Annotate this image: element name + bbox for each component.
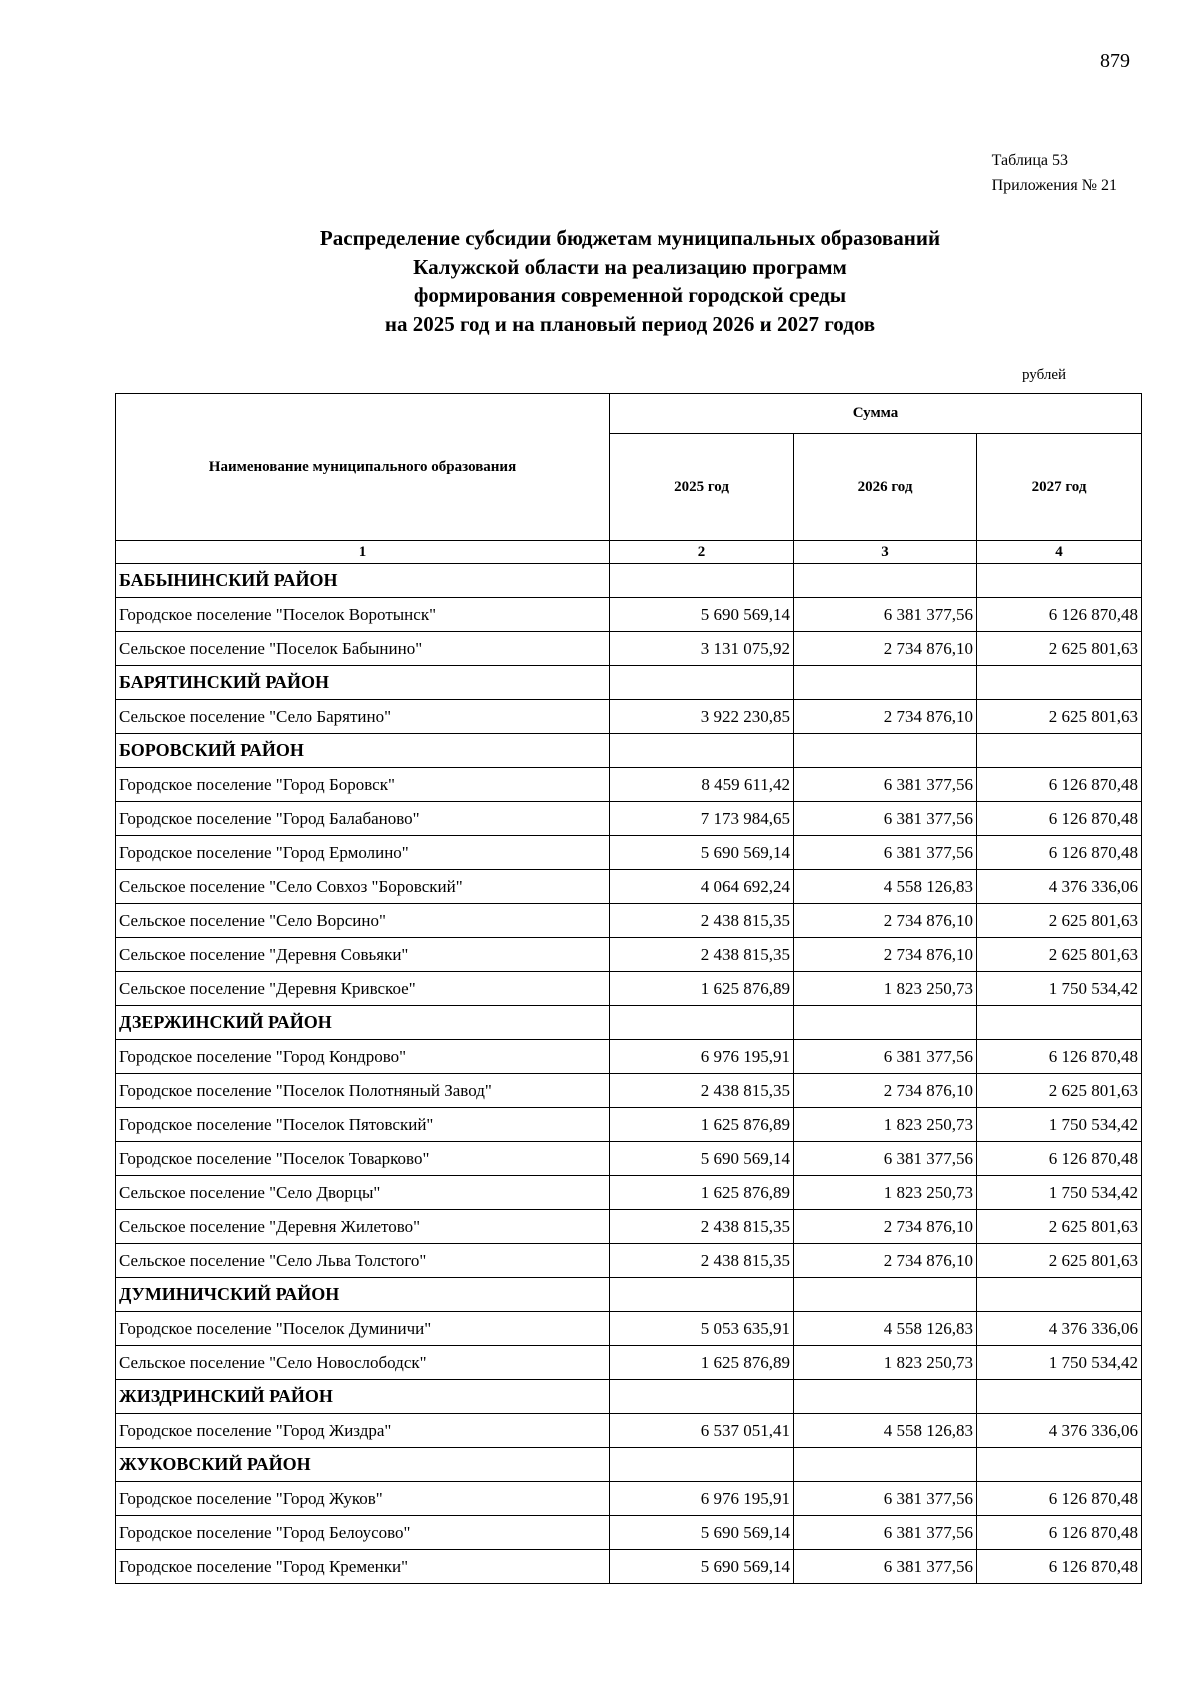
municipality-name: Сельское поселение "Село Льва Толстого" xyxy=(116,1244,610,1278)
subsidy-table xyxy=(115,393,1142,1584)
municipality-name: Сельское поселение "Поселок Бабынино" xyxy=(116,632,610,666)
amount-2026: 1 823 250,73 xyxy=(794,1176,977,1210)
header-year-2027: 2027 год xyxy=(977,434,1142,541)
empty-cell xyxy=(794,564,977,598)
header-year-2025: 2025 год xyxy=(610,434,794,541)
table-reference-line2: Приложения № 21 xyxy=(991,177,1117,194)
column-number: 2 xyxy=(610,541,794,564)
amount-2025: 2 438 815,35 xyxy=(610,938,794,972)
amount-2025: 5 690 569,14 xyxy=(610,598,794,632)
table-reference xyxy=(992,148,1117,198)
district-name: ДЗЕРЖИНСКИЙ РАЙОН xyxy=(116,1006,610,1040)
title-line4: на 2025 год и на плановый период 2026 и 2027 годов xyxy=(384,311,876,336)
empty-cell xyxy=(610,1278,794,1312)
amount-2025: 4 064 692,24 xyxy=(610,870,794,904)
municipality-name: Сельское поселение "Деревня Кривское" xyxy=(116,972,610,1006)
amount-2025: 2 438 815,35 xyxy=(610,904,794,938)
empty-cell xyxy=(610,1006,794,1040)
header-year-2026: 2026 год xyxy=(794,434,977,541)
district-row xyxy=(116,564,1142,598)
document-title xyxy=(0,224,1200,338)
table-row xyxy=(116,700,1142,734)
amount-2027: 6 126 870,48 xyxy=(977,836,1142,870)
empty-cell xyxy=(977,1006,1142,1040)
amount-2026: 2 734 876,10 xyxy=(794,1244,977,1278)
column-number: 3 xyxy=(794,541,977,564)
amount-2026: 6 381 377,56 xyxy=(794,1516,977,1550)
empty-cell xyxy=(610,1448,794,1482)
amount-2026: 2 734 876,10 xyxy=(794,632,977,666)
title-line2: Калужской области на реализацию программ xyxy=(413,254,847,279)
amount-2026: 1 823 250,73 xyxy=(794,972,977,1006)
amount-2026: 6 381 377,56 xyxy=(794,1482,977,1516)
amount-2025: 5 690 569,14 xyxy=(610,1516,794,1550)
amount-2026: 4 558 126,83 xyxy=(794,1312,977,1346)
district-row xyxy=(116,1006,1142,1040)
amount-2027: 2 625 801,63 xyxy=(977,632,1142,666)
table-row xyxy=(116,1482,1142,1516)
amount-2025: 2 438 815,35 xyxy=(610,1244,794,1278)
empty-cell xyxy=(977,1278,1142,1312)
column-number: 1 xyxy=(116,541,610,564)
amount-2026: 4 558 126,83 xyxy=(794,1414,977,1448)
header-name-column: Наименование муниципального образования xyxy=(116,394,610,541)
amount-2026: 2 734 876,10 xyxy=(794,904,977,938)
empty-cell xyxy=(610,734,794,768)
amount-2025: 5 690 569,14 xyxy=(610,1550,794,1584)
amount-2027: 6 126 870,48 xyxy=(977,1516,1142,1550)
municipality-name: Городское поселение "Город Ермолино" xyxy=(116,836,610,870)
amount-2027: 6 126 870,48 xyxy=(977,1482,1142,1516)
amount-2027: 4 376 336,06 xyxy=(977,870,1142,904)
table-row xyxy=(116,1176,1142,1210)
municipality-name: Городское поселение "Город Балабаново" xyxy=(116,802,610,836)
table-row xyxy=(116,904,1142,938)
amount-2026: 4 558 126,83 xyxy=(794,870,977,904)
municipality-name: Сельское поселение "Село Дворцы" xyxy=(116,1176,610,1210)
amount-2026: 6 381 377,56 xyxy=(794,1040,977,1074)
amount-2027: 4 376 336,06 xyxy=(977,1312,1142,1346)
amount-2026: 1 823 250,73 xyxy=(794,1346,977,1380)
amount-2025: 6 976 195,91 xyxy=(610,1040,794,1074)
amount-2027: 2 625 801,63 xyxy=(977,1210,1142,1244)
municipality-name: Сельское поселение "Деревня Жилетово" xyxy=(116,1210,610,1244)
table-row xyxy=(116,972,1142,1006)
district-name: ЖИЗДРИНСКИЙ РАЙОН xyxy=(116,1380,610,1414)
amount-2025: 2 438 815,35 xyxy=(610,1074,794,1108)
table-row xyxy=(116,1414,1142,1448)
district-name: ДУМИНИЧСКИЙ РАЙОН xyxy=(116,1278,610,1312)
table-row xyxy=(116,768,1142,802)
municipality-name: Городское поселение "Поселок Думиничи" xyxy=(116,1312,610,1346)
table-row xyxy=(116,598,1142,632)
municipality-name: Сельское поселение "Село Новослободск" xyxy=(116,1346,610,1380)
table-row xyxy=(116,836,1142,870)
empty-cell xyxy=(977,666,1142,700)
amount-2026: 2 734 876,10 xyxy=(794,700,977,734)
table-row xyxy=(116,802,1142,836)
title-line3: формирования современной городской среды xyxy=(413,283,847,307)
municipality-name: Сельское поселение "Деревня Совьяки" xyxy=(116,938,610,972)
table-row xyxy=(116,1074,1142,1108)
amount-2026: 2 734 876,10 xyxy=(794,938,977,972)
amount-2027: 1 750 534,42 xyxy=(977,1176,1142,1210)
amount-2027: 6 126 870,48 xyxy=(977,768,1142,802)
amount-2025: 1 625 876,89 xyxy=(610,1346,794,1380)
empty-cell xyxy=(977,1380,1142,1414)
empty-cell xyxy=(977,1448,1142,1482)
empty-cell xyxy=(610,1380,794,1414)
table-row xyxy=(116,1108,1142,1142)
table-row xyxy=(116,1516,1142,1550)
municipality-name: Городское поселение "Город Жуков" xyxy=(116,1482,610,1516)
table-row xyxy=(116,1040,1142,1074)
column-number: 4 xyxy=(977,541,1142,564)
amount-2027: 1 750 534,42 xyxy=(977,1346,1142,1380)
amount-2025: 1 625 876,89 xyxy=(610,1108,794,1142)
table-reference-line1: Таблица 53 xyxy=(991,152,1069,169)
district-row xyxy=(116,734,1142,768)
district-row xyxy=(116,1278,1142,1312)
amount-2025: 8 459 611,42 xyxy=(610,768,794,802)
amount-2025: 5 690 569,14 xyxy=(610,836,794,870)
district-row xyxy=(116,666,1142,700)
amount-2025: 3 131 075,92 xyxy=(610,632,794,666)
table-row xyxy=(116,1244,1142,1278)
district-name: БАБЫНИНСКИЙ РАЙОН xyxy=(116,564,610,598)
empty-cell xyxy=(794,1380,977,1414)
empty-cell xyxy=(610,666,794,700)
municipality-name: Сельское поселение "Село Ворсино" xyxy=(116,904,610,938)
amount-2026: 2 734 876,10 xyxy=(794,1074,977,1108)
amount-2026: 6 381 377,56 xyxy=(794,598,977,632)
amount-2025: 3 922 230,85 xyxy=(610,700,794,734)
amount-2026: 6 381 377,56 xyxy=(794,836,977,870)
district-row xyxy=(116,1448,1142,1482)
amount-2027: 4 376 336,06 xyxy=(977,1414,1142,1448)
amount-2025: 2 438 815,35 xyxy=(610,1210,794,1244)
municipality-name: Сельское поселение "Село Совхоз "Боровский" xyxy=(116,870,610,904)
title-line1: Распределение субсидии бюджетам муниципальных образований xyxy=(319,226,941,250)
empty-cell xyxy=(977,564,1142,598)
amount-2027: 2 625 801,63 xyxy=(977,1244,1142,1278)
municipality-name: Городское поселение "Город Белоусово" xyxy=(116,1516,610,1550)
amount-2027: 6 126 870,48 xyxy=(977,1550,1142,1584)
table-row xyxy=(116,1312,1142,1346)
amount-2025: 1 625 876,89 xyxy=(610,1176,794,1210)
municipality-name: Городское поселение "Поселок Товарково" xyxy=(116,1142,610,1176)
amount-2025: 5 690 569,14 xyxy=(610,1142,794,1176)
units-label: рублей xyxy=(1022,367,1067,383)
amount-2027: 6 126 870,48 xyxy=(977,1142,1142,1176)
table-row xyxy=(116,632,1142,666)
amount-2026: 6 381 377,56 xyxy=(794,1550,977,1584)
municipality-name: Сельское поселение "Село Барятино" xyxy=(116,700,610,734)
amount-2027: 2 625 801,63 xyxy=(977,904,1142,938)
amount-2026: 6 381 377,56 xyxy=(794,768,977,802)
amount-2027: 1 750 534,42 xyxy=(977,972,1142,1006)
table-row xyxy=(116,938,1142,972)
amount-2027: 2 625 801,63 xyxy=(977,938,1142,972)
empty-cell xyxy=(794,1278,977,1312)
empty-cell xyxy=(794,1448,977,1482)
empty-cell xyxy=(977,734,1142,768)
empty-cell xyxy=(794,1006,977,1040)
table-row xyxy=(116,1210,1142,1244)
table-row xyxy=(116,1550,1142,1584)
amount-2027: 6 126 870,48 xyxy=(977,802,1142,836)
empty-cell xyxy=(794,734,977,768)
amount-2027: 6 126 870,48 xyxy=(977,598,1142,632)
amount-2027: 6 126 870,48 xyxy=(977,1040,1142,1074)
district-name: ЖУКОВСКИЙ РАЙОН xyxy=(116,1448,610,1482)
amount-2025: 5 053 635,91 xyxy=(610,1312,794,1346)
amount-2027: 2 625 801,63 xyxy=(977,1074,1142,1108)
amount-2027: 1 750 534,42 xyxy=(977,1108,1142,1142)
district-name: БОРОВСКИЙ РАЙОН xyxy=(116,734,610,768)
table-row xyxy=(116,1142,1142,1176)
municipality-name: Городское поселение "Поселок Полотняный Завод" xyxy=(116,1074,610,1108)
amount-2025: 6 537 051,41 xyxy=(610,1414,794,1448)
amount-2025: 1 625 876,89 xyxy=(610,972,794,1006)
municipality-name: Городское поселение "Поселок Пятовский" xyxy=(116,1108,610,1142)
table-row xyxy=(116,1346,1142,1380)
district-row xyxy=(116,1380,1142,1414)
amount-2025: 7 173 984,65 xyxy=(610,802,794,836)
table-row xyxy=(116,870,1142,904)
amount-2025: 6 976 195,91 xyxy=(610,1482,794,1516)
empty-cell xyxy=(794,666,977,700)
header-sum-group: Сумма xyxy=(610,394,1142,434)
amount-2026: 6 381 377,56 xyxy=(794,1142,977,1176)
table-body xyxy=(116,564,1142,1584)
amount-2027: 2 625 801,63 xyxy=(977,700,1142,734)
amount-2026: 2 734 876,10 xyxy=(794,1210,977,1244)
empty-cell xyxy=(610,564,794,598)
municipality-name: Городское поселение "Город Жиздра" xyxy=(116,1414,610,1448)
page-number: 879 xyxy=(1100,50,1130,72)
amount-2026: 1 823 250,73 xyxy=(794,1108,977,1142)
municipality-name: Городское поселение "Город Боровск" xyxy=(116,768,610,802)
municipality-name: Городское поселение "Город Кременки" xyxy=(116,1550,610,1584)
district-name: БАРЯТИНСКИЙ РАЙОН xyxy=(116,666,610,700)
municipality-name: Городское поселение "Поселок Воротынск" xyxy=(116,598,610,632)
municipality-name: Городское поселение "Город Кондрово" xyxy=(116,1040,610,1074)
amount-2026: 6 381 377,56 xyxy=(794,802,977,836)
